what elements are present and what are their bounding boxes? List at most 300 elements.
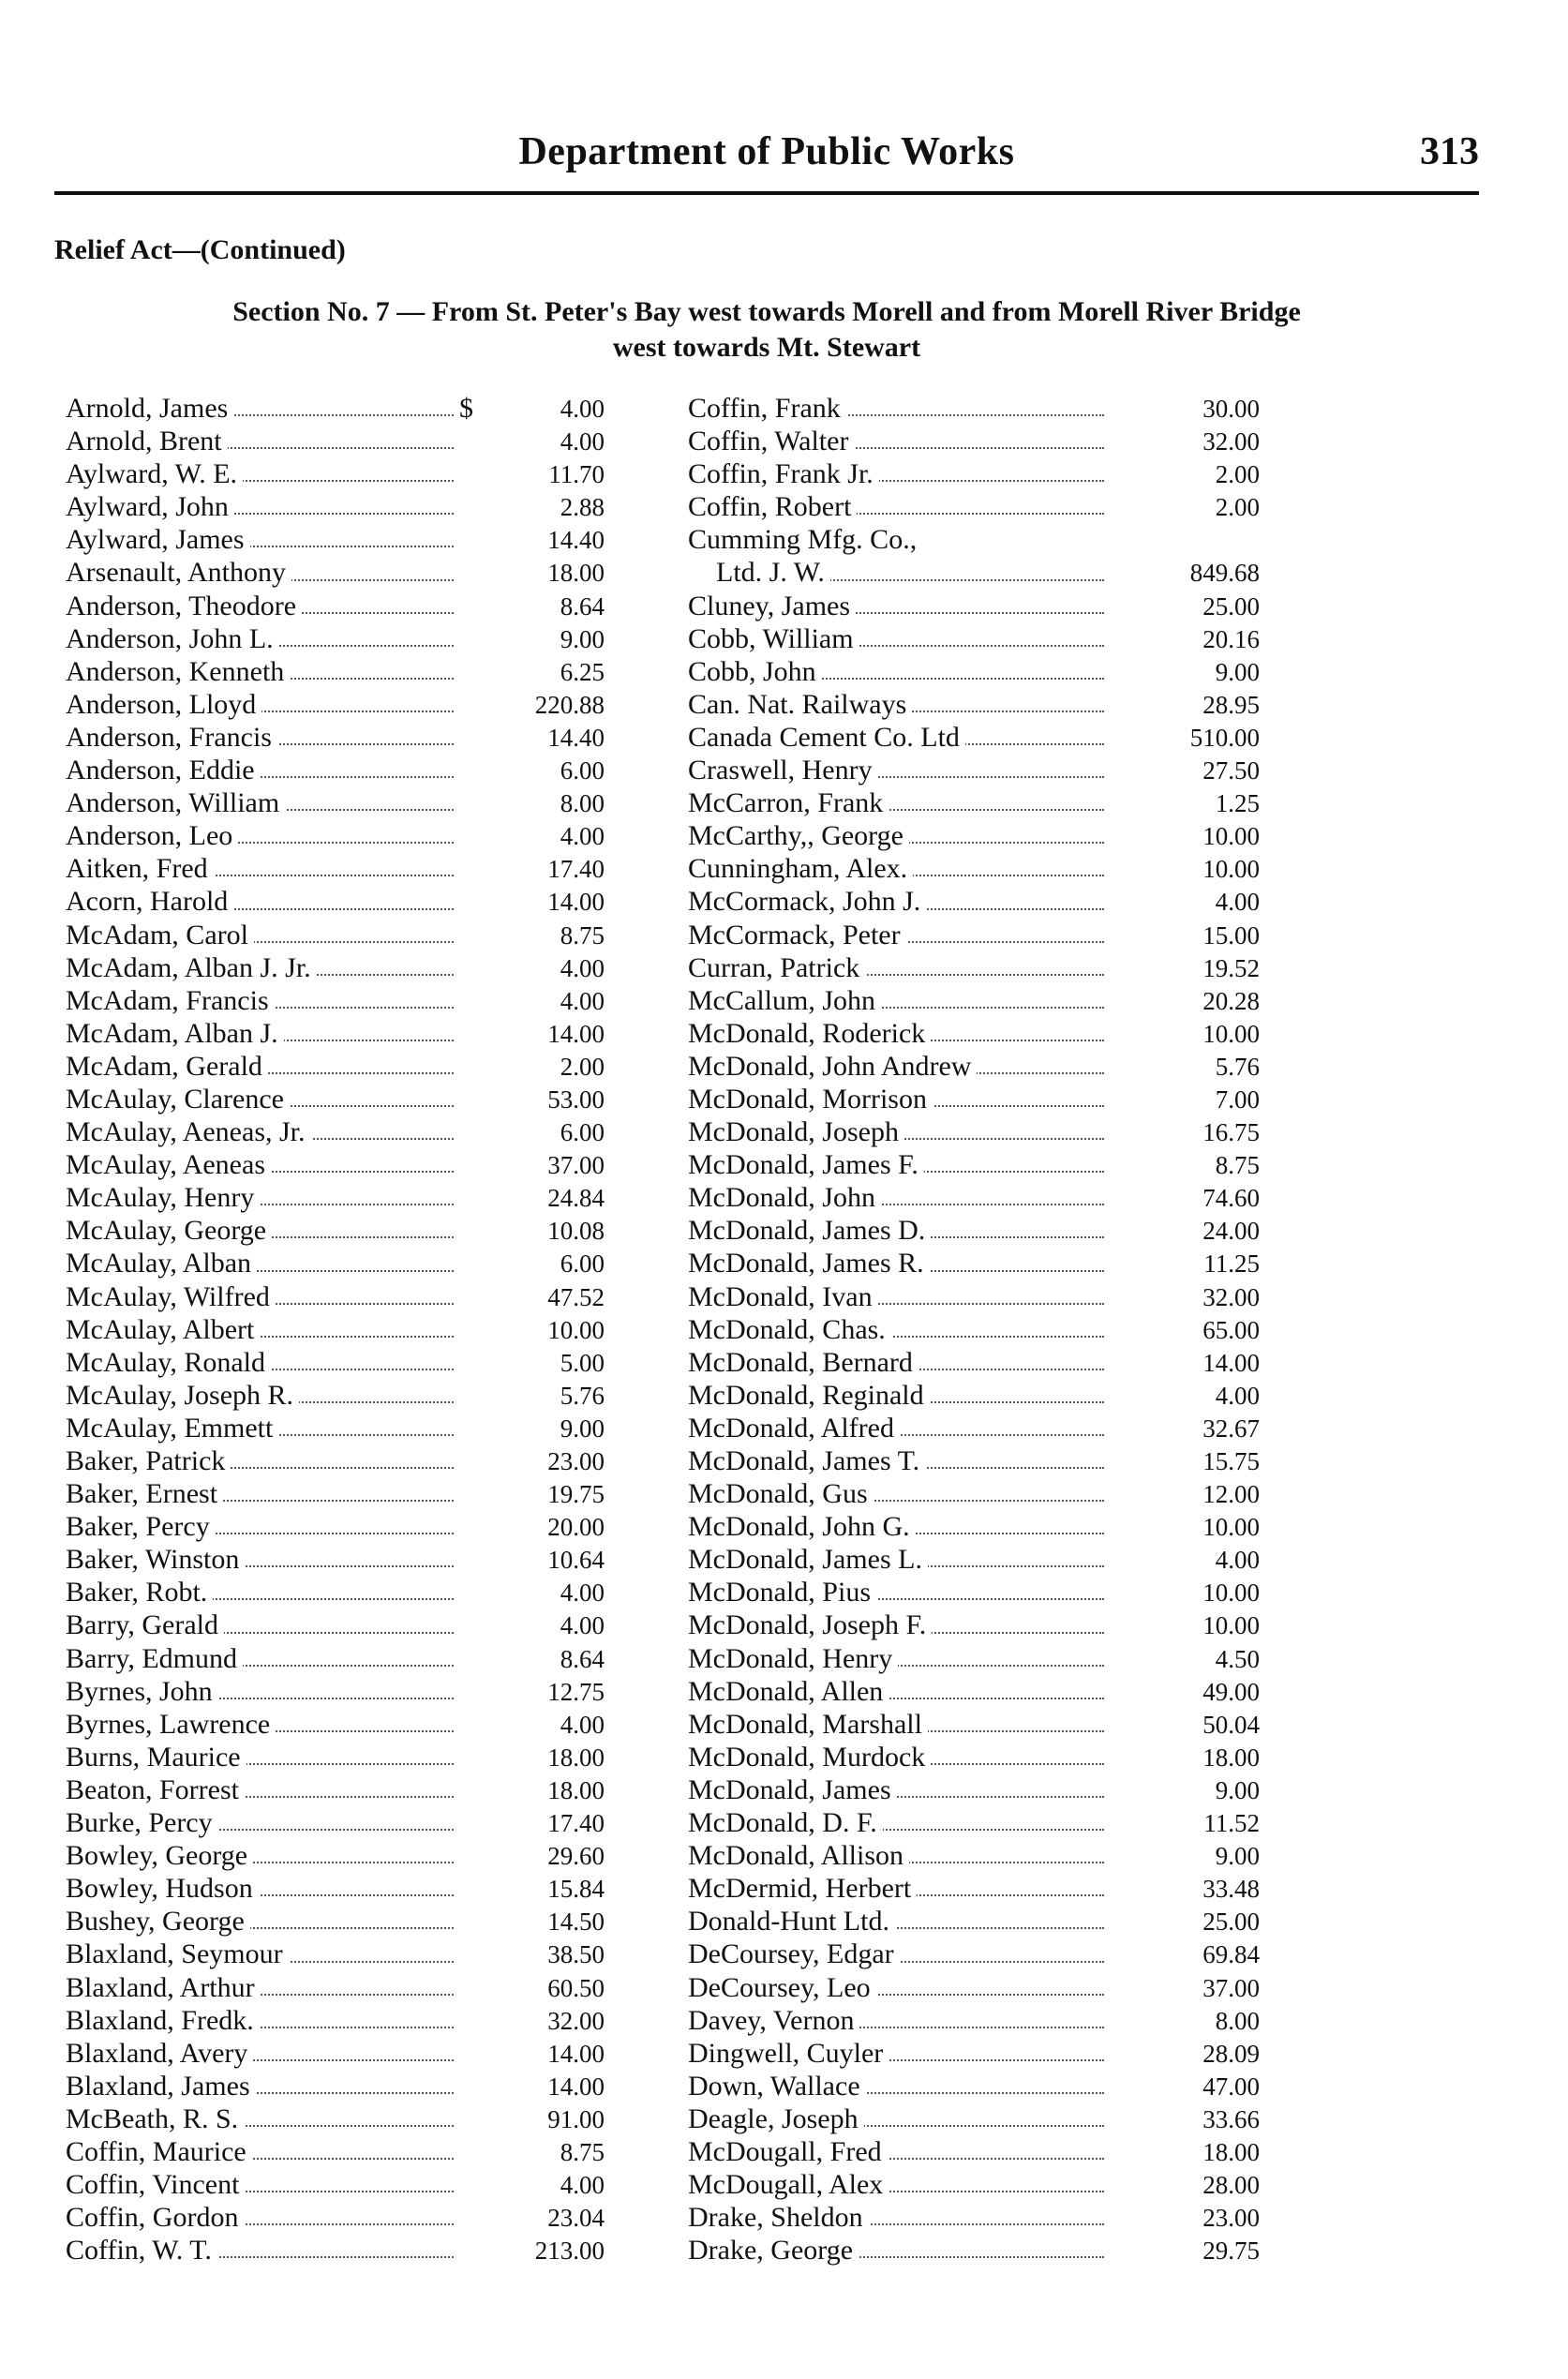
payee-name: McDonald, Joseph F. — [688, 1609, 932, 1640]
payee-name: Cunningham, Alex. — [688, 853, 913, 884]
payment-entry — [688, 1608, 1288, 1641]
payment-entry — [66, 2037, 665, 2070]
payee-name-cell — [688, 1083, 1110, 1115]
payment-amount: 18.00 — [547, 1775, 605, 1804]
payment-amount: 15.84 — [547, 1875, 605, 1904]
payee-name-cell — [66, 1050, 459, 1083]
payment-amount: 47.00 — [1202, 2072, 1260, 2101]
payee-name-cell — [66, 1115, 459, 1148]
payment-amount: 32.00 — [547, 2006, 605, 2035]
payee-name: McDonald, Joseph — [688, 1116, 904, 1147]
payee-name-cell — [688, 984, 1110, 1017]
payee-name-cell — [688, 523, 1110, 556]
payee-name-cell — [66, 1181, 459, 1214]
payee-name-cell — [688, 754, 1110, 786]
payment-amount: 18.00 — [1202, 1743, 1260, 1772]
payee-name: McDermid, Herbert — [688, 1873, 917, 1904]
payee-name: McAulay, Aeneas — [66, 1149, 271, 1180]
payee-name-cell — [688, 1741, 1110, 1773]
payment-amount: 20.28 — [1202, 986, 1260, 1015]
payment-entry — [688, 885, 1288, 918]
payment-amount: 8.64 — [560, 591, 605, 621]
payee-name: Drake, George — [688, 2235, 859, 2266]
payee-name: McDonald, James L. — [688, 1544, 928, 1575]
payee-name-cell — [66, 721, 459, 754]
payment-entry — [688, 1741, 1288, 1773]
payee-name: McAdam, Gerald — [66, 1051, 268, 1082]
payment-amount: 4.00 — [560, 986, 605, 1015]
payment-entry — [688, 1510, 1288, 1543]
payee-name: Arnold, James — [66, 393, 233, 424]
payee-name: McAulay, Aeneas, Jr. — [66, 1116, 311, 1147]
payment-amount: 25.00 — [1202, 591, 1260, 621]
payee-name: McAulay, Ronald — [66, 1347, 271, 1378]
payment-entry — [66, 556, 665, 589]
payment-amount: 4.00 — [560, 1710, 605, 1739]
payee-name-cell — [688, 425, 1110, 457]
payee-name-cell — [66, 425, 459, 457]
payee-name: McDonald, Marshall — [688, 1709, 928, 1740]
payee-name: Can. Nat. Railways — [688, 689, 912, 720]
payee-name: McDonald, D. F. — [688, 1807, 883, 1838]
payment-amount: 23.04 — [547, 2204, 605, 2233]
payment-amount: 14.00 — [547, 2039, 605, 2068]
payment-amount: 8.75 — [560, 920, 605, 950]
payee-name: Byrnes, Lawrence — [66, 1709, 276, 1740]
payment-amount: 10.00 — [1202, 822, 1260, 851]
payee-name-cell — [66, 1806, 459, 1839]
payment-entry — [688, 2168, 1288, 2201]
payment-entry — [66, 392, 665, 425]
payment-entry — [66, 590, 665, 622]
payee-name: Arnold, Brent — [66, 426, 228, 456]
payment-entry — [66, 1115, 665, 1148]
payee-name: Coffin, Frank — [688, 393, 846, 424]
payee-name: McCallum, John — [688, 985, 881, 1016]
payment-entry — [688, 1444, 1288, 1477]
payee-name-cell — [66, 1346, 459, 1379]
payee-name-cell — [66, 919, 459, 951]
payee-name-cell — [66, 754, 459, 786]
payment-entry — [688, 1477, 1288, 1510]
payee-name: Anderson, Theodore — [66, 591, 302, 621]
payee-name-cell — [66, 1741, 459, 1773]
payment-entry — [688, 1642, 1288, 1675]
payee-name-cell — [688, 1017, 1110, 1050]
payee-name-cell — [66, 523, 459, 556]
section-subtitle-line-1: Section No. 7 — From St. Peter's Bay west towards Morell and from Morell River Bridge — [232, 296, 1301, 327]
payee-name: McDonald, John Andrew — [688, 1051, 977, 1082]
payee-name: McDonald, James F. — [688, 1149, 924, 1180]
payee-name: Blaxland, James — [66, 2071, 256, 2102]
payment-entry — [688, 1971, 1288, 2004]
payment-entry — [66, 1938, 665, 1970]
payee-name-cell — [66, 786, 459, 819]
payee-name-cell — [688, 1543, 1110, 1576]
payment-amount: 510.00 — [1189, 723, 1260, 752]
payee-name: McCormack, John J. — [688, 886, 926, 917]
payment-entry — [688, 590, 1288, 622]
payee-name: Barry, Gerald — [66, 1609, 224, 1640]
payee-name-cell — [66, 1214, 459, 1247]
payee-name: McAdam, Alban J. Jr. — [66, 952, 317, 983]
payee-name: Anderson, Kenneth — [66, 656, 290, 687]
payee-name: Bushey, George — [66, 1906, 250, 1937]
payee-name: McCarron, Frank — [688, 787, 889, 818]
payment-entry — [688, 2135, 1288, 2168]
payment-entry — [66, 1313, 665, 1346]
payee-name: McAulay, Emmett — [66, 1413, 278, 1444]
payee-name: McDonald, John — [688, 1182, 881, 1213]
payment-amount: 14.50 — [547, 1908, 605, 1937]
payment-entry — [688, 1412, 1288, 1444]
payment-entry — [688, 721, 1288, 754]
payment-amount: 14.40 — [547, 526, 605, 555]
payment-entry — [688, 1313, 1288, 1346]
payee-name-cell — [66, 1675, 459, 1708]
payment-amount: 10.00 — [1202, 1579, 1260, 1608]
payee-name: Aylward, W. E. — [66, 458, 243, 489]
payee-name: Coffin, Vincent — [66, 2169, 245, 2200]
payment-entry — [66, 2070, 665, 2102]
payment-entry — [688, 1872, 1288, 1905]
payment-amount: 2.88 — [560, 493, 605, 522]
payment-entry — [688, 2070, 1288, 2102]
payment-amount: 9.00 — [560, 1414, 605, 1443]
payee-name-cell — [688, 1872, 1110, 1905]
payment-entry — [66, 1872, 665, 1905]
payee-name-cell — [66, 2135, 459, 2168]
payment-entry — [66, 1083, 665, 1115]
payee-name: McAdam, Francis — [66, 985, 275, 1016]
payee-name-cell — [688, 1675, 1110, 1708]
payee-name-cell — [688, 951, 1110, 984]
payment-entry — [688, 2037, 1288, 2070]
payment-entry — [66, 1148, 665, 1181]
payee-name-cell — [688, 2037, 1110, 2070]
payment-amount: 14.00 — [1202, 1348, 1260, 1377]
payee-name: Aylward, John — [66, 491, 234, 522]
payee-name: McDonald, James R. — [688, 1248, 930, 1279]
payment-entry — [66, 1741, 665, 1773]
payment-entry — [66, 951, 665, 984]
payee-name: McDonald, James T. — [688, 1445, 925, 1476]
payee-name-cell — [66, 984, 459, 1017]
payment-entry — [688, 688, 1288, 721]
payee-name: Coffin, Robert — [688, 491, 857, 522]
payee-name-cell — [688, 885, 1110, 918]
payee-name-cell — [66, 1247, 459, 1279]
payee-name-cell — [688, 1181, 1110, 1214]
payment-amount: 17.40 — [547, 1809, 605, 1838]
right-payment-column — [688, 392, 1288, 2267]
payee-name-cell — [688, 1444, 1110, 1477]
payment-entry — [688, 622, 1288, 655]
payee-name-cell — [66, 1477, 459, 1510]
payee-name: Down, Wallace — [688, 2071, 866, 2102]
payee-name-cell — [66, 1412, 459, 1444]
payee-name: McBeath, R. S. — [66, 2103, 244, 2134]
payee-name: Baker, Winston — [66, 1544, 245, 1575]
payment-entry — [66, 655, 665, 688]
payment-entry — [688, 984, 1288, 1017]
payment-amount: 8.00 — [560, 789, 605, 818]
payee-name-cell — [688, 1971, 1110, 2004]
payee-name: Barry, Edmund — [66, 1643, 243, 1674]
payee-name: DeCoursey, Edgar — [688, 1938, 900, 1969]
payee-name: Anderson, John L. — [66, 623, 279, 654]
payment-entry — [688, 1050, 1288, 1083]
payment-amount: 18.00 — [547, 1743, 605, 1772]
payee-name-cell — [688, 1115, 1110, 1148]
payment-amount: 18.00 — [1202, 2137, 1260, 2166]
payment-amount: 33.48 — [1202, 1875, 1260, 1904]
payee-name: Canada Cement Co. Ltd — [688, 722, 965, 753]
payment-entry — [688, 919, 1288, 951]
currency-symbol: $ — [459, 393, 473, 424]
payment-entry — [688, 1905, 1288, 1938]
payment-entry — [688, 490, 1288, 523]
section-subtitle-line-2: west towards Mt. Stewart — [612, 332, 921, 363]
payee-name: McAulay, Clarence — [66, 1084, 290, 1115]
payment-entry — [688, 1839, 1288, 1872]
payment-entry — [688, 2201, 1288, 2234]
payee-name-cell — [688, 1510, 1110, 1543]
payment-amount: 15.00 — [1202, 920, 1260, 950]
payee-name: Ltd. J. W. — [688, 557, 830, 588]
payment-amount: 12.75 — [547, 1677, 605, 1706]
payee-name: McCormack, Peter — [688, 920, 906, 950]
payee-name-cell — [688, 2070, 1110, 2102]
payee-name-cell — [66, 1773, 459, 1806]
payee-name: McDonald, Ivan — [688, 1281, 878, 1312]
payment-amount: 6.00 — [560, 756, 605, 786]
payment-amount: 25.00 — [1202, 1908, 1260, 1937]
payment-amount: 91.00 — [547, 2104, 605, 2133]
payment-amount: 24.84 — [547, 1184, 605, 1213]
payment-entry — [66, 1806, 665, 1839]
payment-amount: 1.25 — [1215, 789, 1260, 818]
payment-amount: 29.60 — [547, 1842, 605, 1871]
payment-entry — [66, 1379, 665, 1412]
payee-name-cell — [66, 490, 459, 523]
payment-entry — [66, 1971, 665, 2004]
payee-name-cell — [66, 392, 459, 425]
payee-name: Acorn, Harold — [66, 886, 233, 917]
payment-entry — [66, 1675, 665, 1708]
payment-amount: 10.64 — [547, 1546, 605, 1575]
payee-name: Cobb, William — [688, 623, 859, 654]
payee-name: McDougall, Alex — [688, 2169, 889, 2200]
payment-amount: 5.00 — [560, 1348, 605, 1377]
payee-name-cell — [688, 688, 1110, 721]
payment-entry — [66, 1247, 665, 1279]
payment-amount: 10.00 — [1202, 1611, 1260, 1640]
payee-name-cell — [688, 786, 1110, 819]
payment-entry — [66, 1412, 665, 1444]
payment-amount: 24.00 — [1202, 1217, 1260, 1246]
payee-name-cell — [66, 1148, 459, 1181]
payee-name: Cumming Mfg. Co., — [688, 524, 922, 555]
payment-amount: 4.50 — [1215, 1644, 1260, 1673]
payee-name-cell — [66, 1708, 459, 1741]
payment-entry — [66, 852, 665, 885]
payee-name: McAulay, Alban — [66, 1248, 257, 1279]
payee-name: Baker, Ernest — [66, 1478, 223, 1509]
payment-entry — [688, 1806, 1288, 1839]
payee-name: Arsenault, Anthony — [66, 557, 291, 588]
payee-name-cell — [66, 1839, 459, 1872]
payee-name: Aylward, James — [66, 524, 250, 555]
payment-entry — [66, 1477, 665, 1510]
payment-entry — [66, 1050, 665, 1083]
payee-name: Coffin, W. T. — [66, 2235, 217, 2266]
payment-entry — [688, 754, 1288, 786]
payee-name-cell — [688, 1247, 1110, 1279]
payee-name-cell — [66, 2004, 459, 2037]
payee-name: McAulay, Henry — [66, 1182, 260, 1213]
payee-name: Byrnes, John — [66, 1676, 218, 1707]
payment-amount: 14.00 — [547, 1019, 605, 1048]
payment-entry — [688, 457, 1288, 490]
payee-name: Baker, Patrick — [66, 1445, 231, 1476]
payment-entry — [688, 1247, 1288, 1279]
payee-name-cell — [688, 1050, 1110, 1083]
payee-name-cell — [66, 1083, 459, 1115]
payment-amount: 37.00 — [1202, 1973, 1260, 2002]
payment-amount: 10.08 — [547, 1217, 605, 1246]
payee-name: Cobb, John — [688, 656, 822, 687]
payment-amount: 32.00 — [1202, 1282, 1260, 1311]
payment-entry — [688, 2004, 1288, 2037]
payment-entry — [66, 490, 665, 523]
payee-name-cell — [688, 1839, 1110, 1872]
payee-name: McDonald, John G. — [688, 1511, 916, 1542]
payee-name: McDougall, Fred — [688, 2136, 888, 2167]
payment-amount: 18.00 — [547, 559, 605, 588]
payee-name-cell — [66, 2070, 459, 2102]
payee-name-cell — [688, 490, 1110, 523]
payment-amount: 6.00 — [560, 1118, 605, 1147]
payment-amount: 4.00 — [560, 822, 605, 851]
running-header — [54, 129, 1479, 176]
payment-amount: 74.60 — [1202, 1184, 1260, 1213]
payment-amount: 7.00 — [1215, 1085, 1260, 1114]
payee-name: McDonald, Allen — [688, 1676, 889, 1707]
payment-entry — [688, 1675, 1288, 1708]
payee-name: Baker, Robt. — [66, 1577, 213, 1608]
payment-entry — [66, 523, 665, 556]
payment-entry — [688, 852, 1288, 885]
payment-amount: 4.00 — [560, 1611, 605, 1640]
payment-amount: 65.00 — [1202, 1315, 1260, 1344]
payment-entry — [688, 1017, 1288, 1050]
payee-name: Coffin, Frank Jr. — [688, 458, 879, 489]
payee-name-cell — [688, 852, 1110, 885]
payment-entry — [688, 1214, 1288, 1247]
payee-name-cell — [66, 1017, 459, 1050]
payee-name: Dingwell, Cuyler — [688, 2038, 889, 2069]
payment-amount: 30.00 — [1202, 395, 1260, 423]
payment-amount: 32.00 — [1202, 427, 1260, 456]
payee-name: Baker, Percy — [66, 1511, 216, 1542]
payment-amount: 9.00 — [560, 624, 605, 653]
payee-name: Coffin, Walter — [688, 426, 854, 456]
payment-amount: 11.25 — [1203, 1249, 1260, 1279]
payment-amount: 2.00 — [1215, 493, 1260, 522]
payee-name-cell — [688, 1379, 1110, 1412]
payment-amount: 8.64 — [560, 1644, 605, 1673]
payee-name-cell — [688, 1313, 1110, 1346]
payee-name-cell — [688, 2004, 1110, 2037]
payment-entry — [66, 1346, 665, 1379]
payee-name: Blaxland, Fredk. — [66, 2005, 260, 2036]
payment-entry — [66, 2135, 665, 2168]
payee-name-cell — [66, 2201, 459, 2234]
payment-entry — [66, 2004, 665, 2037]
payment-amount: 4.00 — [560, 1579, 605, 1608]
payee-name: Cluney, James — [688, 591, 856, 621]
payee-name: McAulay, George — [66, 1215, 272, 1246]
page-number: 313 — [1420, 130, 1479, 173]
payee-name-cell — [66, 1938, 459, 1970]
payment-amount: 14.00 — [547, 888, 605, 917]
payment-entry — [688, 951, 1288, 984]
payment-entry — [66, 754, 665, 786]
payee-name: Aitken, Fred — [66, 853, 214, 884]
payment-entry — [688, 1576, 1288, 1608]
payee-name-cell — [688, 2234, 1110, 2267]
payee-name-cell — [66, 590, 459, 622]
payment-entry — [66, 1543, 665, 1576]
payment-entry — [66, 1181, 665, 1214]
payee-name: McDonald, Gus — [688, 1478, 874, 1509]
payee-name: McDonald, Roderick — [688, 1018, 931, 1049]
payment-entry — [688, 1773, 1288, 1806]
payment-amount: 213.00 — [534, 2237, 605, 2266]
payee-name: McAdam, Alban J. — [66, 1018, 284, 1049]
payee-name-cell — [66, 2168, 459, 2201]
payment-entry — [66, 919, 665, 951]
payment-entry — [66, 1642, 665, 1675]
payment-amount: 28.95 — [1202, 690, 1260, 719]
payment-entry — [66, 1510, 665, 1543]
payment-amount: 32.67 — [1202, 1414, 1260, 1443]
payee-name-cell — [688, 655, 1110, 688]
payee-name-cell — [688, 1576, 1110, 1608]
payee-name: McDonald, Bernard — [688, 1347, 918, 1378]
payee-name-cell — [688, 2201, 1110, 2234]
payee-name-cell — [688, 1608, 1110, 1641]
payment-entry — [688, 1148, 1288, 1181]
payee-name-cell — [688, 392, 1110, 425]
payee-name: McDonald, Reginald — [688, 1380, 930, 1411]
payee-name: McAulay, Joseph R. — [66, 1380, 299, 1411]
payment-entry — [66, 819, 665, 852]
payee-name-cell — [66, 2234, 459, 2267]
payment-entry — [66, 1905, 665, 1938]
payee-name-cell — [66, 556, 459, 589]
payment-entry — [688, 1115, 1288, 1148]
payment-amount: 4.00 — [560, 953, 605, 982]
payment-amount: 4.00 — [1215, 1546, 1260, 1575]
section-subtitle — [54, 294, 1479, 366]
payee-name-cell — [66, 819, 459, 852]
payment-entry — [66, 1017, 665, 1050]
payee-name-cell — [688, 1412, 1110, 1444]
payee-name-cell — [688, 1148, 1110, 1181]
payment-entry — [66, 1773, 665, 1806]
